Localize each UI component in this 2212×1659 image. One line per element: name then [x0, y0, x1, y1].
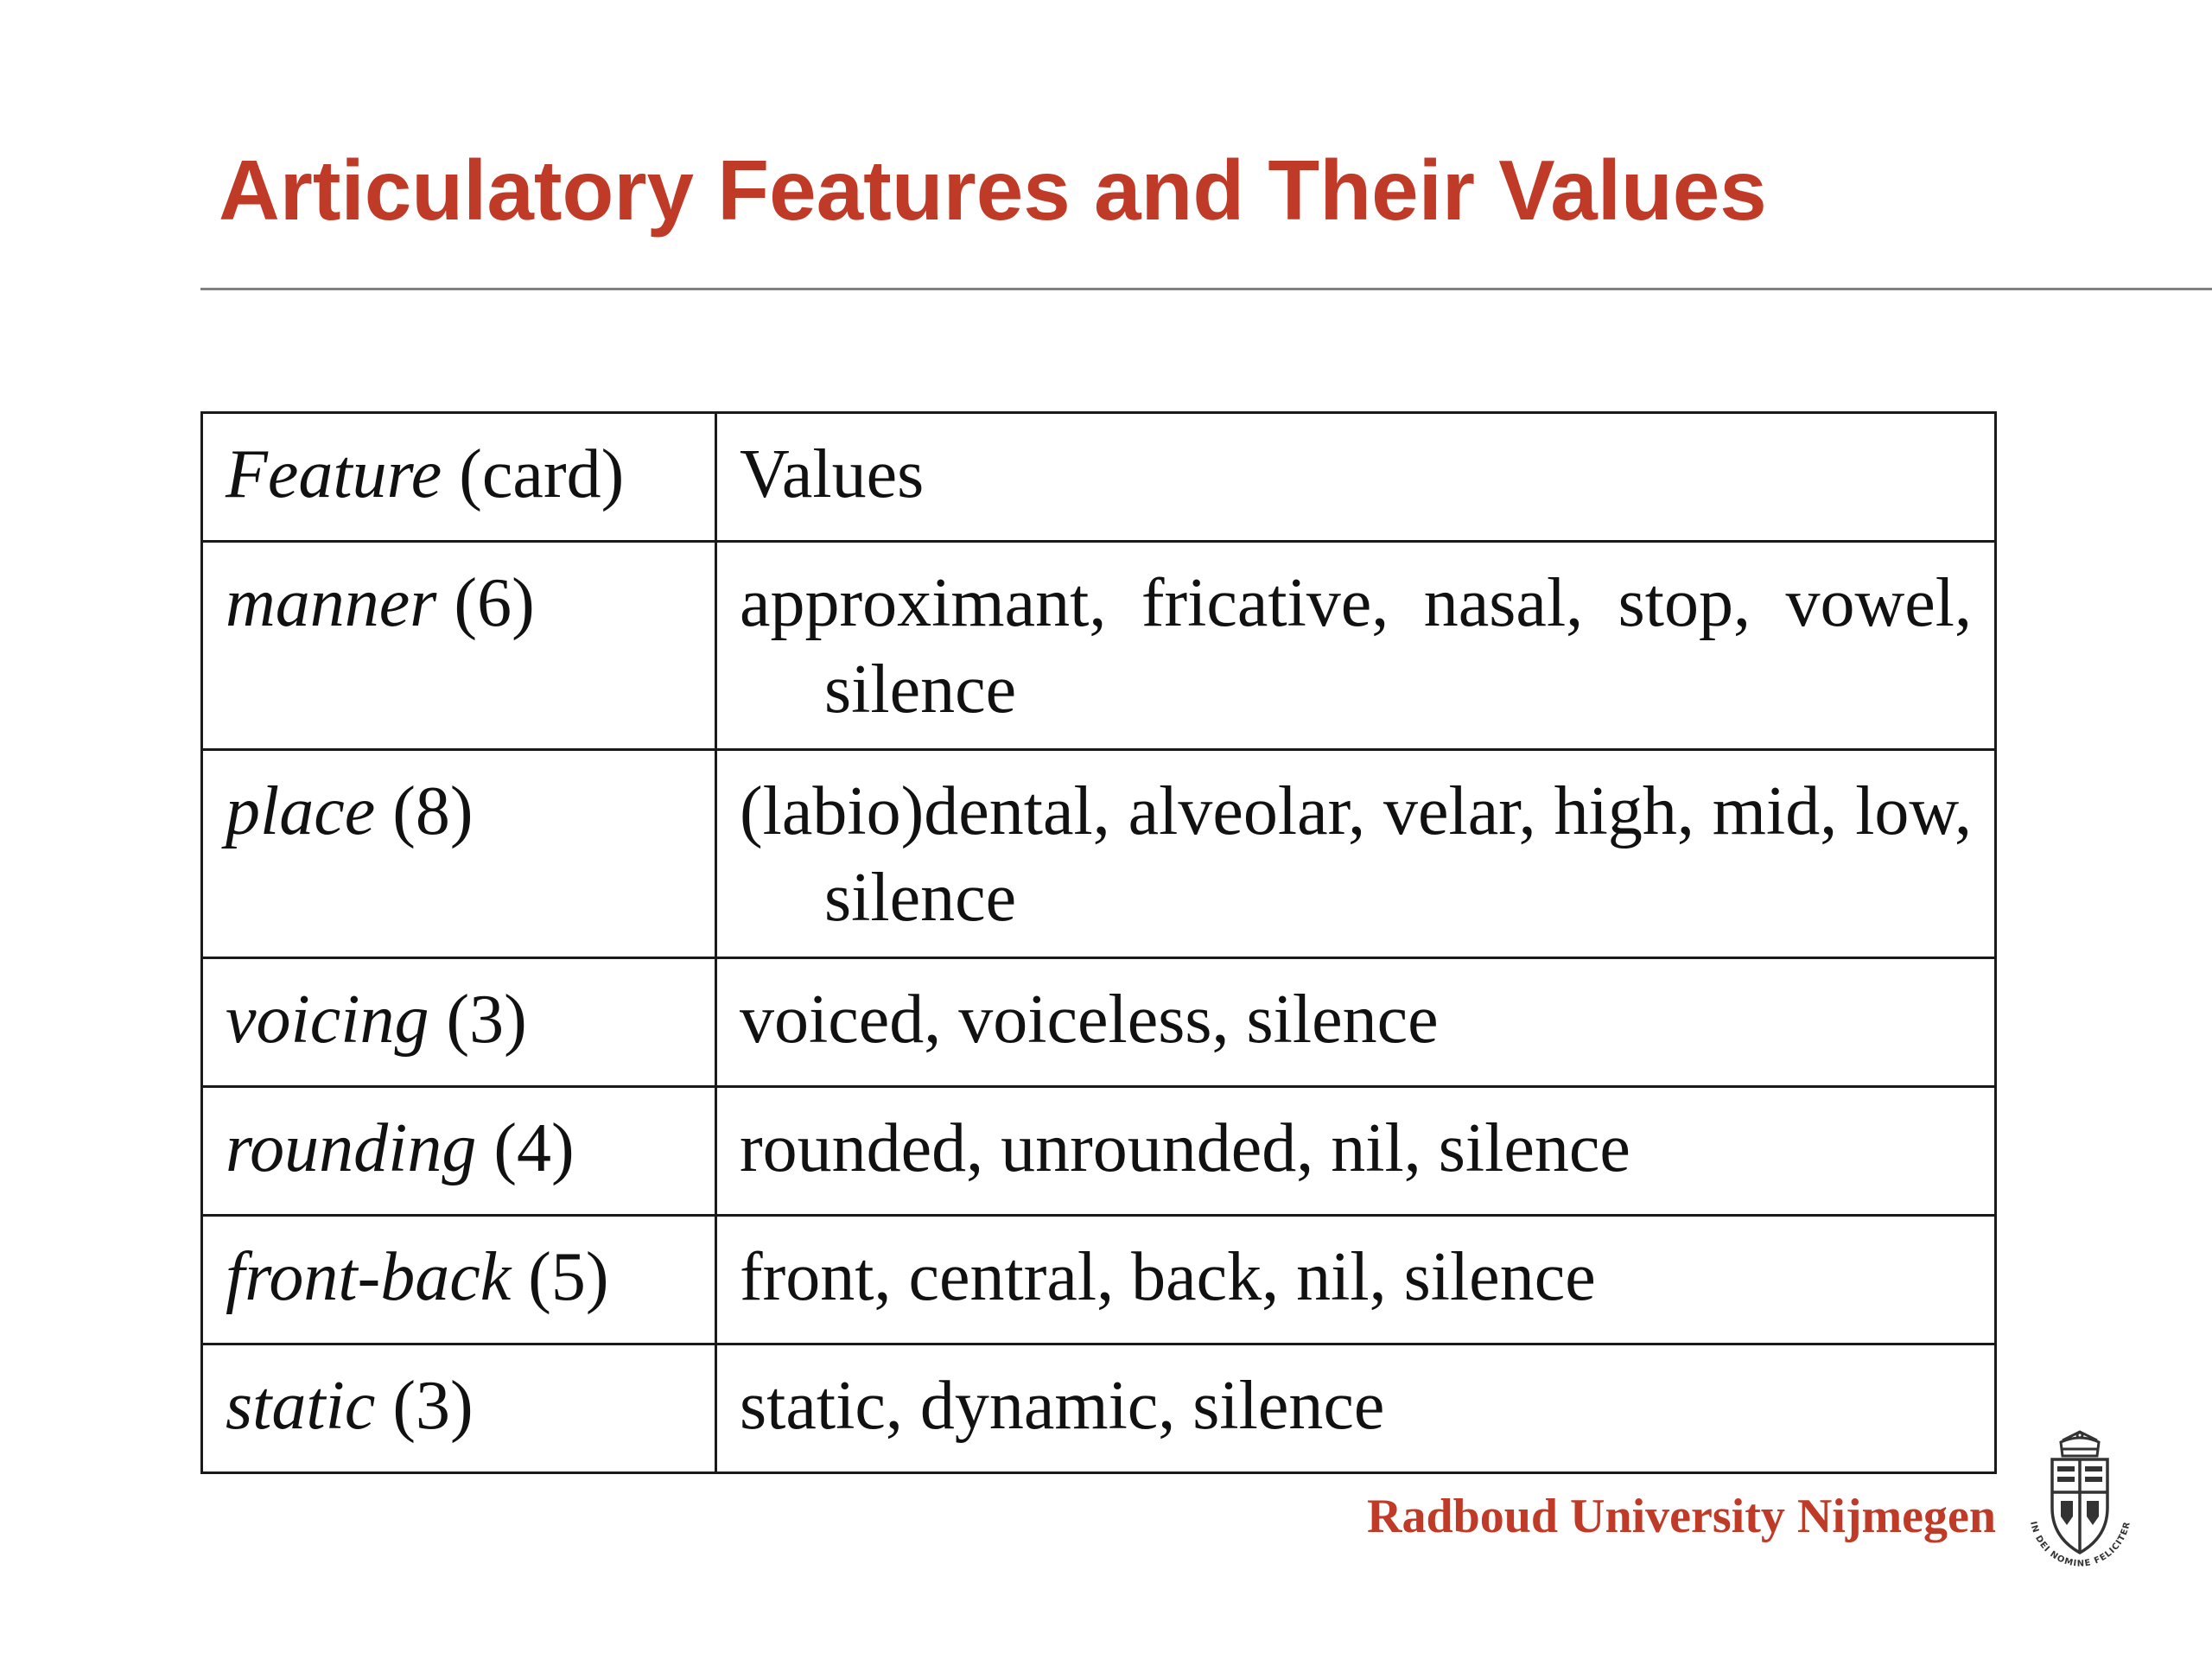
feature-name: front-back: [226, 1239, 512, 1315]
feature-cell: [202, 1216, 716, 1344]
values-cell: [716, 1216, 1996, 1344]
feature-name: static: [226, 1368, 376, 1444]
feature-values: front, central, back, nil, silence: [740, 1239, 1596, 1315]
feature-values: (labio)dental, alveolar, velar, high, mid, low, silence: [740, 773, 1972, 936]
values-cell: [716, 1344, 1996, 1473]
seal-motto: IN DEI NOMINE FELICITER: [2028, 1520, 2133, 1569]
values-cell: [716, 958, 1996, 1087]
table-row: [202, 750, 1996, 958]
feature-values: rounded, unrounded, nil, silence: [740, 1110, 1630, 1186]
feature-values: static, dynamic, silence: [740, 1368, 1385, 1444]
feature-table: [200, 411, 1997, 1474]
header-values-cell: [716, 413, 1996, 542]
header-feature-suffix: (card): [442, 436, 625, 512]
feature-cardinality: (3): [429, 982, 527, 1058]
feature-cell: [202, 1087, 716, 1216]
feature-name: rounding: [226, 1110, 477, 1186]
table-row: [202, 1087, 1996, 1216]
title-divider: [200, 288, 2212, 290]
feature-cardinality: (6): [436, 565, 535, 641]
header-feature-cell: [202, 413, 716, 542]
university-seal-icon: [2018, 1430, 2143, 1581]
university-logo-text: Radboud University Nijmegen: [1367, 1490, 1997, 1543]
slide-title: Articulatory Features and Their Values: [219, 143, 1767, 238]
table-row: [202, 1344, 1996, 1473]
table-row: [202, 958, 1996, 1087]
table-header-row: [202, 413, 1996, 542]
feature-cell: [202, 542, 716, 750]
feature-cardinality: (8): [375, 773, 474, 849]
table-row: [202, 542, 1996, 750]
header-values-label: Values: [740, 436, 925, 512]
header-feature-label: Feature: [226, 436, 442, 512]
feature-cell: [202, 1344, 716, 1473]
values-cell: [716, 1087, 1996, 1216]
values-cell: [716, 750, 1996, 958]
values-cell: [716, 542, 1996, 750]
feature-cardinality: (3): [375, 1368, 474, 1444]
feature-name: manner: [226, 565, 437, 641]
feature-cardinality: (4): [476, 1110, 575, 1186]
feature-values: approximant, fricative, nasal, stop, vowel, silence: [740, 565, 1972, 728]
feature-cell: [202, 750, 716, 958]
feature-cell: [202, 958, 716, 1087]
feature-name: place: [226, 773, 376, 849]
table-row: [202, 1216, 1996, 1344]
feature-name: voicing: [226, 982, 429, 1058]
feature-values: voiced, voiceless, silence: [740, 982, 1439, 1058]
feature-cardinality: (5): [511, 1239, 609, 1315]
